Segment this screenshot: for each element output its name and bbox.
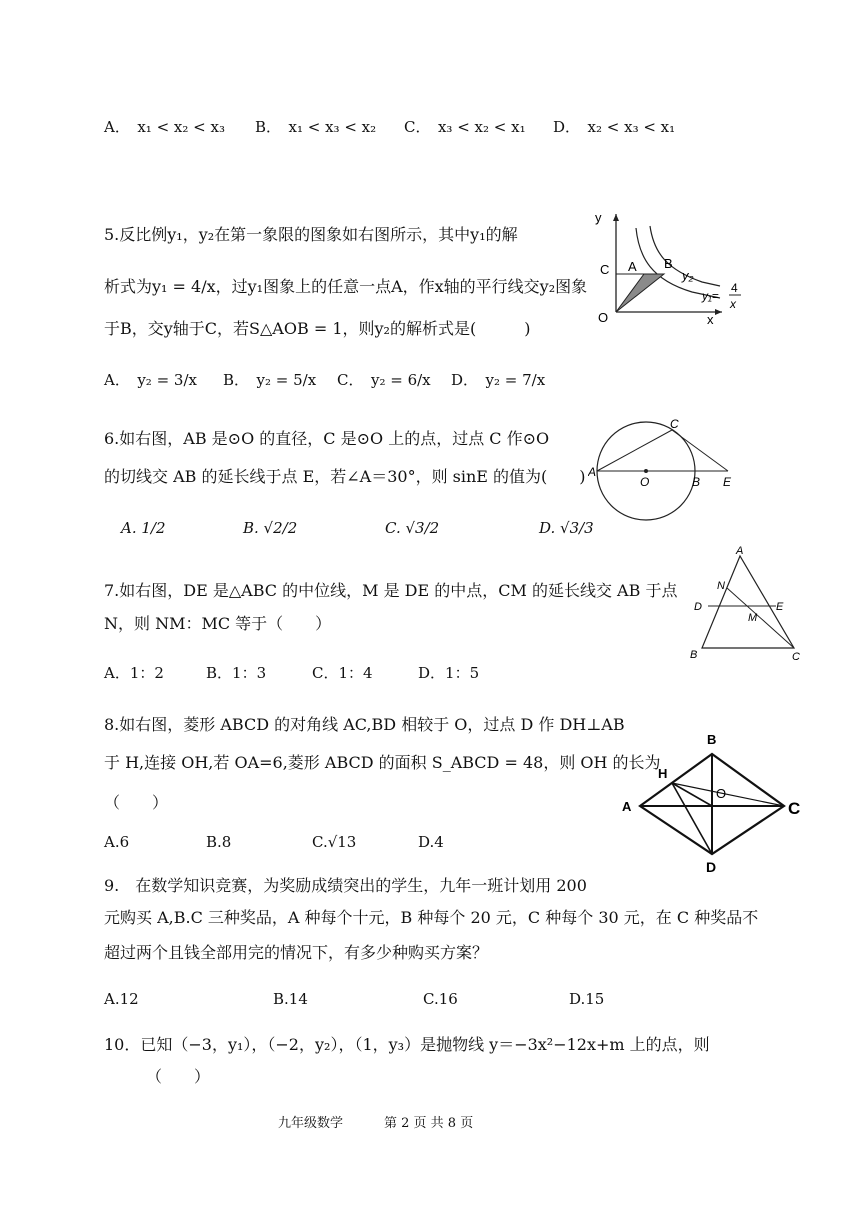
q8-line-1: 8.如右图，菱形 ABCD 的对角线 AC,BD 相较于 O，过点 D 作 DH⊥AB xyxy=(104,715,625,734)
q6-fig-b-label: B xyxy=(692,475,701,489)
q5-option-a: A． y₂ = 3/x xyxy=(104,371,197,389)
q8-fig-b-label: B xyxy=(707,732,717,747)
q7-fig-c-label: C xyxy=(792,651,800,662)
q4-option-a: A． x₁ < x₂ < x₃ xyxy=(104,118,225,136)
q7-fig-m-label: M xyxy=(748,612,758,624)
footer-subject: 九年级数学 xyxy=(278,1116,344,1131)
q8-option-c: C.√13 xyxy=(312,833,357,851)
q9-line-3: 超过两个且钱全部用完的情况下，有多少种购买方案？ xyxy=(104,943,489,962)
q6-fig-c-label: C xyxy=(670,418,679,431)
q6-option-b: B. √2/2 xyxy=(243,519,298,537)
q6-fig-e-label: E xyxy=(723,475,732,489)
q10-line-1: 10．已知（−3，y₁），（−2，y₂），（1，y₃）是抛物线 y＝−3x²−12x+m 上的点，则 xyxy=(104,1035,710,1054)
q5-fig-y1-label: y₁= xyxy=(702,289,719,303)
q4-option-b: B． x₁ < x₃ < x₂ xyxy=(255,118,377,136)
q10-line-2: （ ） xyxy=(146,1067,211,1086)
q9-option-b: B.14 xyxy=(273,990,308,1008)
q8-option-b: B.8 xyxy=(206,833,232,851)
q5-figure-hyperbola xyxy=(592,208,752,326)
q6-option-a: A. 1/2 xyxy=(121,519,166,537)
q8-fig-c-label: C xyxy=(788,799,801,818)
q4-option-d: D． x₂ < x₃ < x₁ xyxy=(553,118,676,136)
q5-option-b: B． y₂ = 5/x xyxy=(223,371,317,389)
q6-fig-a-label: A xyxy=(588,465,597,479)
q8-line-2: 于 H,连接 OH,若 OA=6,菱形 ABCD 的面积 S_ABCD = 48，则 OH 的长为 xyxy=(104,753,661,772)
q6-figure-circle xyxy=(588,418,748,526)
q8-option-d: D.4 xyxy=(418,833,444,851)
q9-option-d: D.15 xyxy=(569,990,605,1008)
q9-line-1: 9. 在数学知识竞赛，为奖励成绩突出的学生，九年一班计划用 200 xyxy=(104,876,587,895)
q5-line-2: 析式为y₁ = 4/x，过y₁图象上的任意一点A，作x轴的平行线交y₂图象 xyxy=(104,277,588,296)
q5-fig-y-label: y xyxy=(595,210,602,225)
q7-option-c: C．1：4 xyxy=(312,664,373,682)
q9-option-a: A.12 xyxy=(104,990,139,1008)
q8-option-a: A.6 xyxy=(104,833,130,851)
q5-fig-b-label: B xyxy=(664,256,673,271)
q5-fig-o-label: O xyxy=(598,310,609,325)
q5-fig-a-label: A xyxy=(628,259,637,274)
q8-line-3: （ ） xyxy=(104,793,169,812)
q6-option-c: C. √3/2 xyxy=(385,519,440,537)
q5-fig-xden: x xyxy=(730,297,736,311)
q9-option-c: C.16 xyxy=(423,990,458,1008)
q7-figure-triangle xyxy=(688,544,806,662)
q7-line-2: N，则 NM：MC 等于（ ） xyxy=(104,614,332,633)
q7-fig-d-label: D xyxy=(694,601,702,613)
q9-line-2: 元购买 A,B.C 三种奖品，A 种每个十元，B 种每个 20 元，C 种每个 30 元，在 C 种奖品不 xyxy=(104,908,759,927)
q7-fig-n-label: N xyxy=(717,580,725,592)
q4-option-c: C． x₃ < x₂ < x₁ xyxy=(404,118,526,136)
q7-option-a: A．1：2 xyxy=(104,664,164,682)
q7-option-b: B．1：3 xyxy=(206,664,267,682)
q5-line-1: 5.反比例y₁，y₂在第一象限的图象如右图所示，其中y₁的解 xyxy=(104,225,518,244)
q5-fig-y2-label: y₂ xyxy=(682,268,694,283)
q5-fig-four: 4 xyxy=(731,281,738,295)
q6-fig-o-label: O xyxy=(640,475,650,489)
q5-option-d: D． y₂ = 7/x xyxy=(451,371,546,389)
q5-option-c: C． y₂ = 6/x xyxy=(337,371,431,389)
q7-line-1: 7.如右图，DE 是△ABC 的中位线，M 是 DE 的中点，CM 的延长线交 AB 于点 xyxy=(104,581,678,600)
q5-fig-c-label: C xyxy=(600,262,610,277)
q6-line-2: 的切线交 AB 的延长线于点 E，若∠A＝30°，则 sinE 的值为( ) xyxy=(104,467,586,486)
q8-fig-h-label: H xyxy=(658,766,668,781)
q8-fig-o-label: O xyxy=(716,786,727,801)
q5-line-3: 于B，交y轴于C，若S△AOB = 1，则y₂的解析式是( ) xyxy=(104,319,531,338)
q7-fig-e-label: E xyxy=(776,601,784,613)
q7-fig-b-label: B xyxy=(690,649,698,661)
q8-fig-a-label: A xyxy=(622,799,632,814)
q6-line-1: 6.如右图，AB 是⊙O 的直径，C 是⊙O 上的点，过点 C 作⊙O xyxy=(104,429,550,448)
q5-fig-x-label: x xyxy=(707,312,714,326)
q8-figure-rhombus xyxy=(620,726,810,876)
q6-option-d: D. √3/3 xyxy=(539,519,594,537)
q7-option-d: D．1：5 xyxy=(418,664,480,682)
footer-page-number: 第 2 页 共 8 页 xyxy=(384,1116,474,1131)
q8-fig-d-label: D xyxy=(706,859,717,875)
q7-fig-a-label: A xyxy=(736,545,744,557)
